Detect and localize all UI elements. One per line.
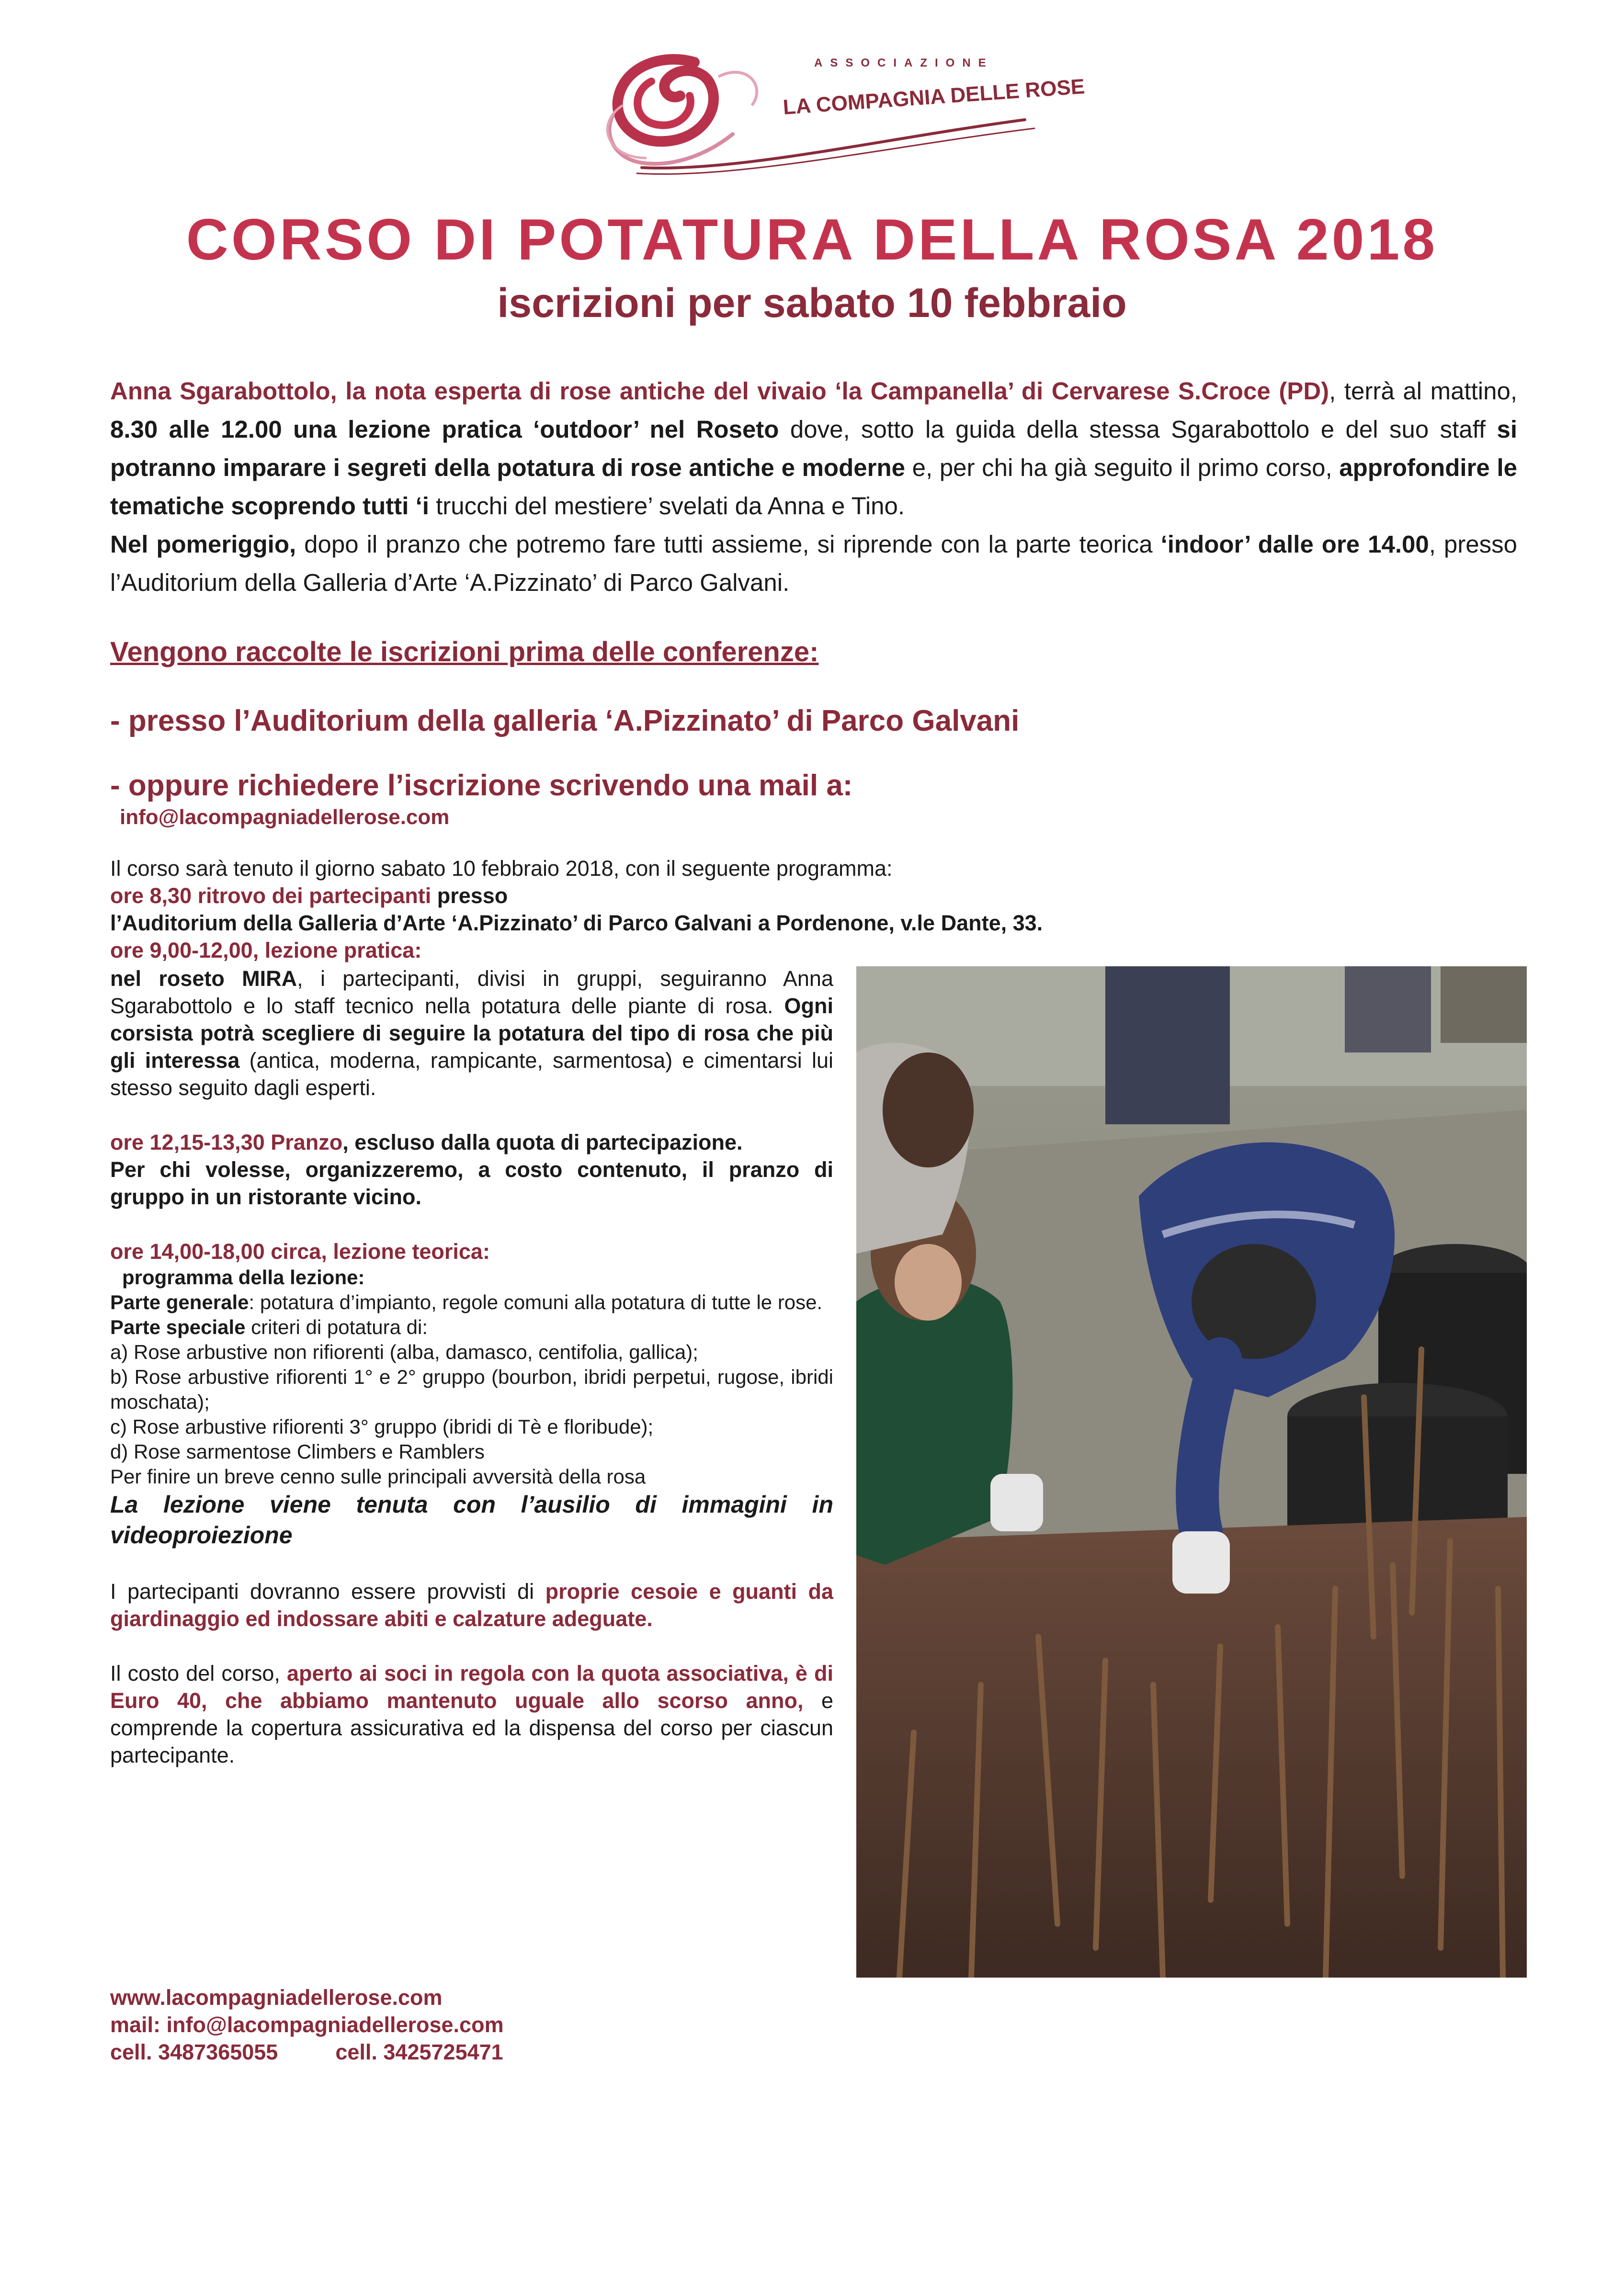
meet-presso: presso — [431, 883, 508, 908]
general-label: Parte generale — [110, 1291, 249, 1313]
theory-subheading: programma della lezione: — [122, 1266, 365, 1289]
logo-association-label: ASSOCIAZIONE — [814, 57, 994, 69]
list-item: b) Rose arbustive rifiorenti 1° e 2° gruppo (bourbon, ibridi perpetui, rugose, ibridi moschata); — [110, 1366, 833, 1413]
registration-option-auditorium: - presso l’Auditorium della galleria ‘A.Pizzinato’ di Parco Galvani — [110, 704, 1020, 737]
lunch-rest: , escluso dalla quota di partecipazione. — [342, 1130, 743, 1154]
intro-paragraph — [110, 372, 1517, 602]
general-text: : potatura d’impianto, regole comuni alla potatura di tutte le rose. — [249, 1291, 823, 1313]
contacts-block — [110, 1984, 504, 2066]
page-title: CORSO DI POTATURA DELLA ROSA 2018 — [186, 207, 1438, 272]
phone-1: cell. 3487365055 — [110, 2040, 278, 2064]
list-item: d) Rose sarmentose Climbers e Ramblers — [110, 1440, 485, 1463]
cost-3: e comprende la copertura assicurativa ed la dispensa del corso per ciascun partecipante. — [110, 1688, 833, 1767]
intro-s1: Anna Sgarabottolo, la nota esperta di rose antiche del vivaio ‘la Campanella’ di Cervarese S.Croce (PD) — [110, 377, 1329, 405]
practical-4: (antica, moderna, rampicante, sarmentosa) e cimentarsi lui stesso seguito dagli esperti. — [110, 1048, 833, 1100]
lunch-note: Per chi volesse, organizzeremo, a costo contenuto, il pranzo di gruppo in un ristorante vicino. — [110, 1157, 833, 1209]
equip-2: proprie cesoie e guanti da giardinaggio ed indossare abiti e calzature adeguate. — [110, 1579, 834, 1631]
practical-heading: ore 9,00-12,00, lezione pratica: — [110, 938, 422, 962]
registration-email-link[interactable]: info@lacompagniadellerose.com — [120, 805, 450, 829]
intro-s6: e, per chi ha già seguito il primo corso, — [905, 454, 1340, 481]
practical-3: Ogni corsista potrà scegliere di seguire la potatura del tipo di rosa che più gli interessa — [110, 994, 833, 1073]
special-text: criteri di potatura di: — [245, 1316, 428, 1338]
practical-1: nel roseto MIRA — [110, 966, 297, 991]
phone-2: cell. 3425725471 — [335, 2040, 503, 2064]
lunch-time: ore 12,15-13,30 Pranzo — [110, 1130, 343, 1154]
page-subtitle: iscrizioni per sabato 10 febbraio — [497, 280, 1127, 326]
intro-s10: dopo il pranzo che potremo fare tutti assieme, si riprende con la parte teorica — [296, 531, 1161, 558]
list-item: a) Rose arbustive non rifiorenti (alba, damasco, centifolia, gallica); — [110, 1341, 698, 1363]
special-label: Parte speciale — [110, 1316, 246, 1338]
intro-s7: approfondire le tematiche scoprendo tutti ‘i — [110, 454, 1517, 520]
registration-option-email: - oppure richiedere l’iscrizione scrivendo una mail a: — [110, 769, 853, 802]
video-note: La lezione viene tenuta con l’ausilio di immagini in videoproiezione — [110, 1491, 833, 1549]
intro-s3: 8.30 alle 12.00 una lezione pratica ‘outdoor’ nel Roseto — [110, 416, 779, 443]
intro-s4: dove, sotto la guida della stessa Sgarabottolo e del suo staff — [779, 416, 1497, 443]
program-intro: Il corso sarà tenuto il giorno sabato 10 febbraio 2018, con il seguente programma: — [110, 856, 893, 881]
cost-2: aperto ai soci in regola con la quota associativa, è di Euro 40, che abbiamo mantenuto uguale allo scorso anno, — [110, 1661, 833, 1713]
program-header — [110, 855, 1517, 964]
logo-name: LA COMPAGNIA DELLE ROSE — [782, 75, 1086, 119]
intro-s9: Nel pomeriggio, — [110, 531, 296, 558]
meet-place: l’Auditorium della Galleria d’Arte ‘A.Pizzinato’ di Parco Galvani a Pordenone, v.le Dante, 33. — [110, 911, 1043, 935]
closing-note: Per finire un breve cenno sulle principali avversità della rosa — [110, 1465, 646, 1488]
theory-heading: ore 14,00-18,00 circa, lezione teorica: — [110, 1239, 490, 1264]
cost-1: Il costo del corso, — [110, 1661, 287, 1685]
intro-s12: , presso l’Auditorium della Galleria d’Arte ‘A.Pizzinato’ di Parco Galvani. — [110, 531, 1517, 596]
meet-time: ore 8,30 ritrovo dei partecipanti — [110, 883, 432, 908]
website-link[interactable]: www.lacompagniadellerose.com — [110, 1985, 443, 2010]
practical-2: , i partecipanti, divisi in gruppi, seguiranno Anna Sgarabottolo e lo staff tecnico nella potatura delle piante di rosa. — [110, 966, 833, 1018]
intro-s5: si potranno imparare i segreti della potatura di rose antiche e moderne — [110, 416, 1518, 481]
equip-1: I partecipanti dovranno essere provvisti di — [110, 1579, 545, 1604]
intro-s8: trucchi del mestiere’ svelati da Anna e Tino. — [429, 492, 905, 520]
list-item: c) Rose arbustive rifiorenti 3° gruppo (ibridi di Tè e floribude); — [110, 1415, 654, 1438]
pruning-course-photo — [856, 966, 1527, 1978]
intro-s11: ‘indoor’ dalle ore 14.00 — [1160, 531, 1429, 558]
intro-s2: , terrà al mattino, — [1329, 377, 1517, 405]
registration-heading: Vengono raccolte le iscrizioni prima delle conferenze: — [110, 636, 819, 667]
mail-link[interactable]: mail: info@lacompagniadellerose.com — [110, 2013, 504, 2037]
program-column — [110, 965, 833, 1769]
